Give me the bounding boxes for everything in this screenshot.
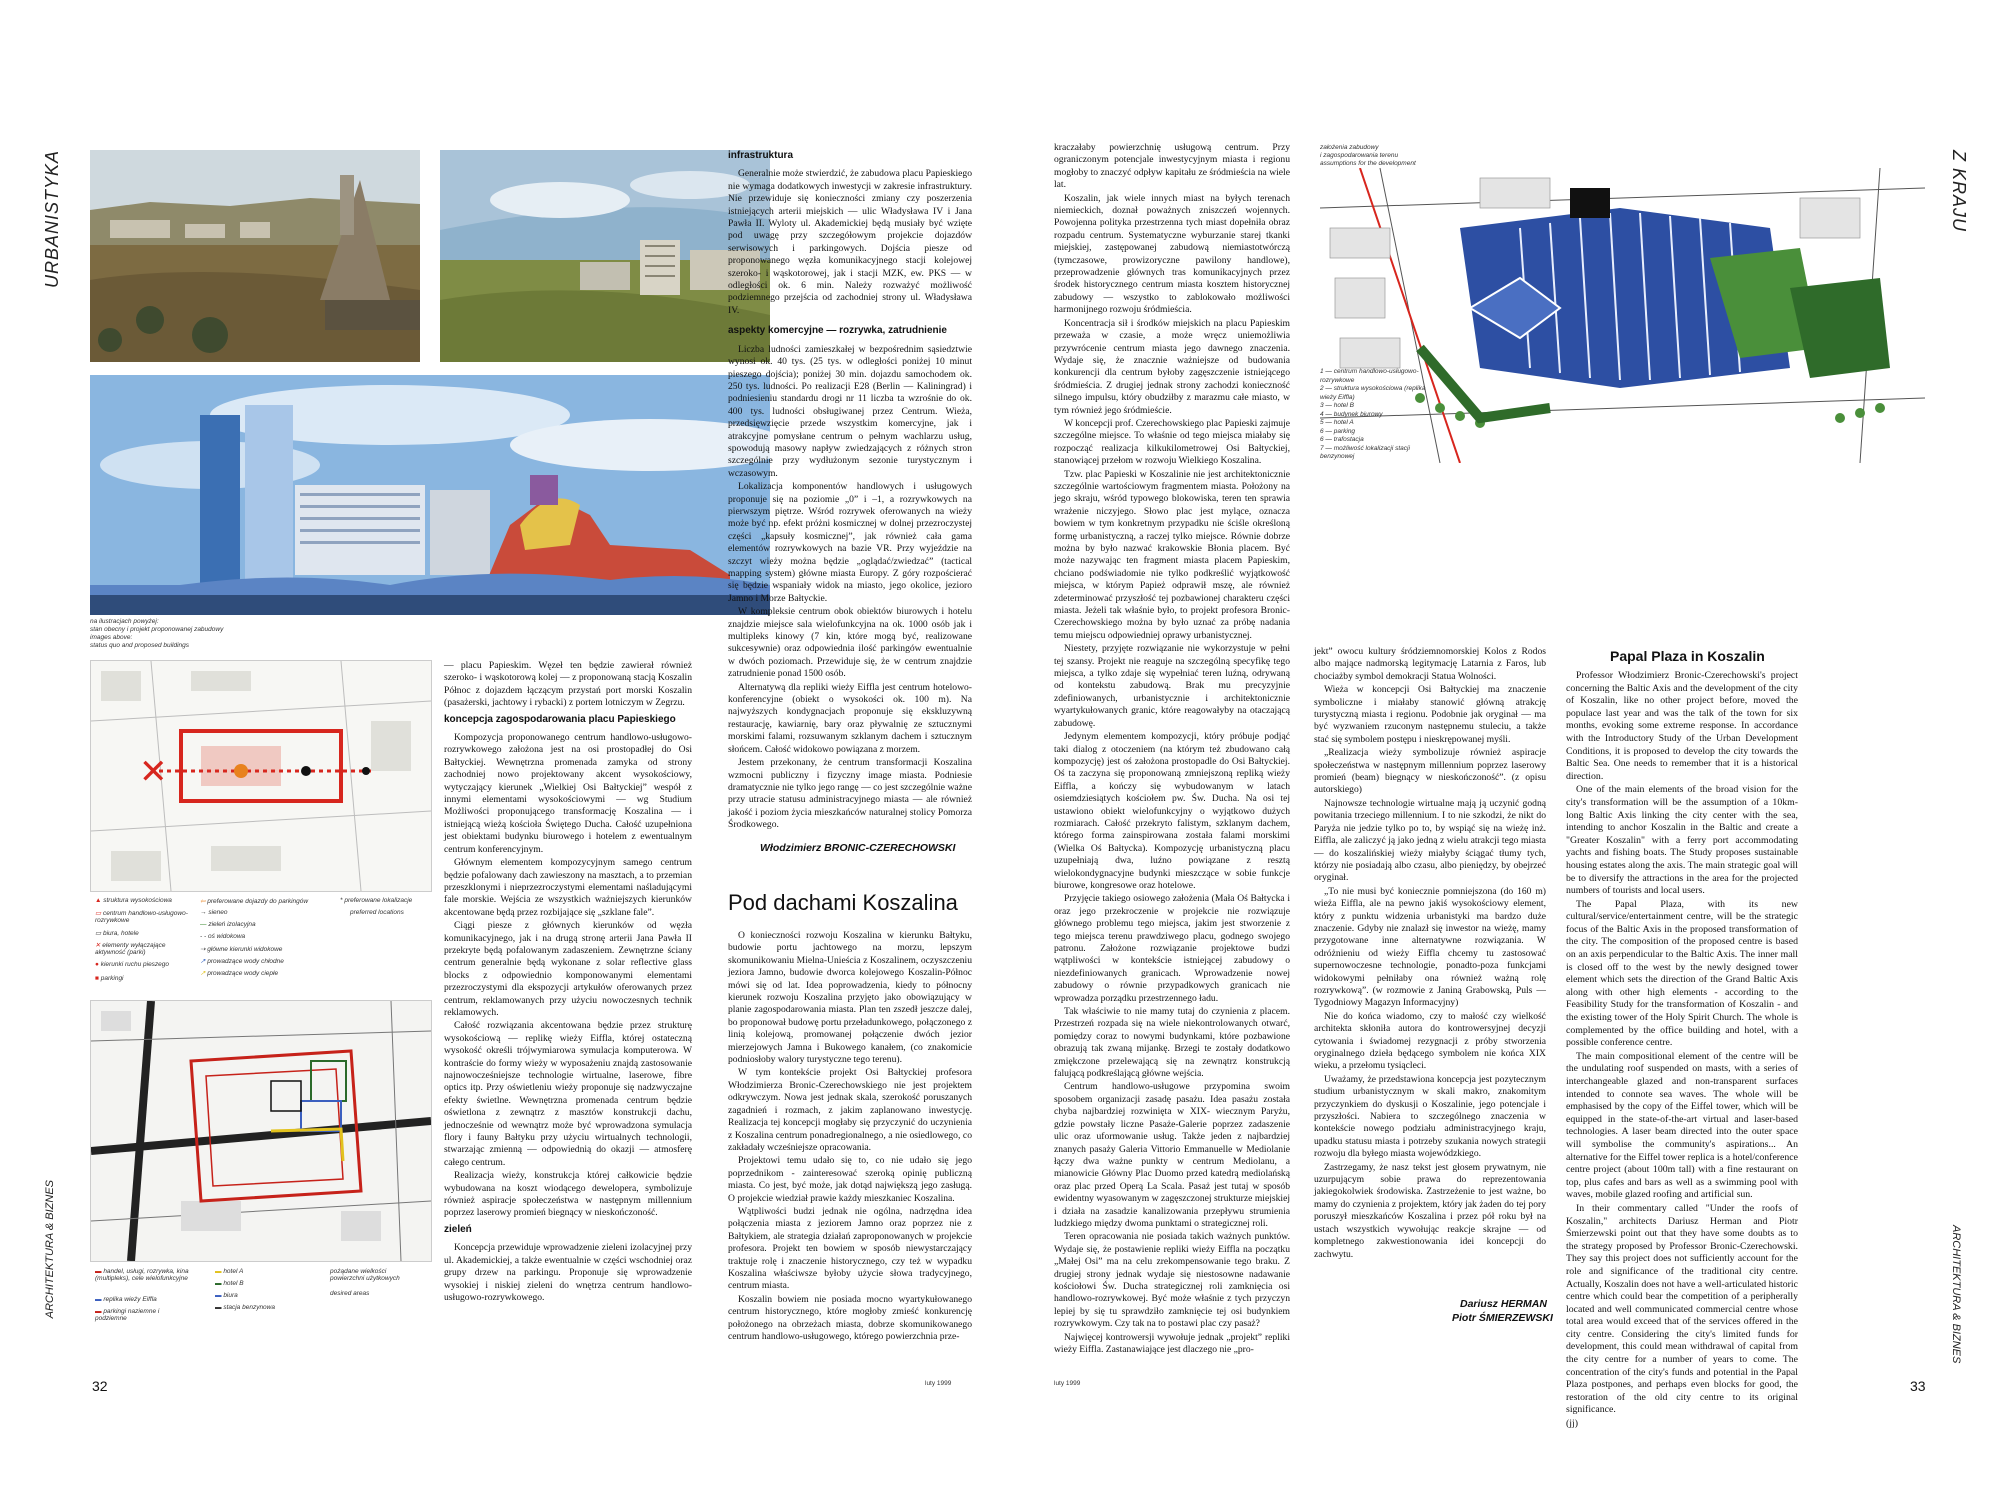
legend-item: ▬ parkingi naziemne i podziemne <box>95 1308 160 1322</box>
legend-item: - - oś widokowa <box>200 933 246 940</box>
legend-item: ▲ struktura wysokościowa <box>95 897 172 904</box>
paragraph: Professor Włodzimierz Bronic-Czerechowski's project concerning the Baltic Axis and the development of the city of Koszalin, like no other project before, moved the populace last year and was the talk of the town for six months, evoking some extreme response. In accordance with the Introductory Study of the Urban Development Conditions, it is proposed to develop the city towards the Baltic Sea. One needs to remember that it is a historical direction. <box>1566 670 1798 782</box>
legend-item: ▭ centrum handlowo-usługowo-rozrywkowe <box>95 910 188 924</box>
paragraph: (jj) <box>1566 1418 1578 1430</box>
paragraph: Najnowsze technologie wirtualne mają ją uczynić godną powitania trzeciego millennium. I to nie szkodzi, że nikt do Paryża nie jedzie tylko po to, by wspiąć się na wieżę inż. Eiffla, ale zaliczyć ją jako jedną z wielu atrakcji tego miasta — do koszalińskiej wieży miałyby ściągać tłumy tych, którzy nie posiadają albo czasu, albo pieniędzy, by obejrzeć oryginał. <box>1314 797 1546 884</box>
legend-item: ● kierunki ruchu pieszego <box>95 961 170 968</box>
plan-caption: założenia zabudowy i zagospodarowania terenu assumptions for the development <box>1320 144 1416 167</box>
legend-item: * preferowane lokalizacje <box>340 897 413 904</box>
legend-item: pożądane wielkości powierzchni użytkowych <box>330 1268 400 1282</box>
paragraph: Jedynym elementem kompozycji, który próbuje podjąć taki dialog z otoczeniem (na którym też zbudowano całą kompozycję) jest oś założona prostopadle do Osi Bałtyckiej. Oś ta zaczyna się proponowaną zmniejszoną repliką wieży Eiffla, a kończy się wybudowanym w latach osiemdziesiątych kościołem pw. Św. Ducha. Na osi tej ustawiono obiekt wielofunkcyjny o wyjątkowo dużych rozmiarach. Całość przekryto falistym, szklanym dachem, którego forma zainspirowana została falami morskimi (Wielka Oś Bałtycka). Kompozycję urbanistyczną placu uzupełniają dwa, luźno powiązane z resztą wielokondygnacyjne budynki mieszczące w sobie funkcje biurowe, kongresowe oraz hotelowe. <box>1054 731 1290 891</box>
section-heading: koncepcja zagospodarowania placu Papieskiego <box>444 713 676 725</box>
paragraph: Tak właściwie to nie mamy tutaj do czynienia z placem. Przestrzeń rozpada się na wiele niekontrolowanych otwarć, pomiędzy coraz to nowymi budynkami, które pozbawione obrazują tak zwaną mijankę. Brzegi te zostały dodatkowo zmiękczone przelewającą się na zewnątrz konstrukcją falującą podkreślającą główne wejścia. <box>1054 1006 1290 1080</box>
paragraph: Koszalin, jak wiele innych miast na byłych terenach niemieckich, doznał poważnych zniszczeń wojennych. Powojenna polityka przestrzenna tych miast dopełniła obraz rozpadu centrum. Systematyczne wyburzanie starej tkanki miejskiej, zastępowanej zabudową niemiastotwórczą (tymczasowe, prowizoryczne pawilony handlowe), przeprowadzenie głównych tras komunikacyjnych przez środek historycznego centrum miasta kosztem historycznej zabudowy — wszystko to zablokowało możliwości harmonijnego rozwoju śródmieścia. <box>1054 192 1290 316</box>
legend-item: 4 — budynek biurowy <box>1320 410 1383 418</box>
legend-item: — zieleń izolacyjna <box>200 921 256 928</box>
legend-item: ▬ handel, usługi, rozrywka, kina (multipleks), cele wielofunkcyjne <box>95 1268 189 1282</box>
legend-item: 5 — hotel A <box>1320 419 1354 426</box>
author-signature: Włodzimierz BRONIC-CZERECHOWSKI <box>760 842 956 854</box>
section-heading: zieleń <box>444 1223 472 1235</box>
paragraph: Całość rozwiązania akcentowana będzie przez strukturę wysokościową — replikę wieży Eiffla, której ostateczną wysokość określi trójwymiarowa symulacja komputerowa. W kontraście do formy wieży w wyposażeniu znajdą zastosowanie najnowocześniejsze technologie wirtualne, laserowe, fibre optics itp. Przy oświetleniu wieży proponuje się nadzwyczajne efekty świetlne. Wewnętrzna promenada centrum będzie oświetlona z zewnątrz z masztów konstrukcji dachu, jednocześnie od wewnątrz może być wprowadzona symulacja flory i fauny Bałtyku przy użyciu wirtualnych technologii, stwarzając zmienną — odpowiednią do okazji — atmosferę całego centrum. <box>444 1020 692 1168</box>
paragraph: In their commentary called "Under the roofs of Koszalin," architects Dariusz Herman and Piotr Śmierzewski point out that they have some doubts as to the strategy proposed by Professor Bronic-Czerechowski. They say this project does not sufficiently account for the role and significance of the traditional city centre. Actually, Koszalin does not have a well-articulated historic centre which could bear the competition of a peripherally located and well communicated commercial centre whose total area would exceed that of the services offered in the city centre. Considering the city's limited funds for development, this could mean withdrawal of capital from the city centre for a number of years to come. The concentration of the city's funds and potential in the Papal Plaza postpones, and perhaps even blocks for good, the restoration of the old city centre to its original significance. <box>1566 1202 1798 1416</box>
legend-item: ↗ prowadzące wody chłodne <box>200 958 284 965</box>
paragraph: — placu Papieskim. Węzeł ten będzie zawierał również szeroko- i wąskotorową kolej — z proponowaną stacją Koszalin Północ z dojazdem łączącym przystań port morski Koszalin (pasażerski, jachtowy i rybacki) z portem lotniczym w Zegrzu. <box>444 660 692 709</box>
article-column-b <box>728 150 972 833</box>
paragraph: Kompozycja proponowanego centrum handlowo-usługowo-rozrywkowego założona jest na osi prostopadłej do Osi Bałtyckiej. Wewnętrzna promenada zamyka od strony zachodniej nowo projektowany akcent wysokościowy, wytyczający kierunek „Wielkiej Osi Bałtyckiej” wespół z innymi elementami wysokościowymi — wg Studium Możliwości proponującego transformację Koszalina — i istniejącą wieżą kościoła Świętego Ducha. Całość uzupełniona jest obiektami budynku biurowego i hotelem z ewentualnym centrum konferencyjnym. <box>444 732 692 855</box>
legend-item: 7 — możliwość lokalizacji stacji benzynowej <box>1320 444 1410 460</box>
section-label-left: URBANISTYKA <box>42 150 62 289</box>
paragraph: Koszalin bowiem nie posiada mocno wyartykułowanego centrum historycznego, które mogłoby zmieść konkurencję położonego na obrzeżach miasta, dobrze skomunikowanego centrum handlowo-usługowego, którego powierzchnia prze- <box>728 1293 972 1342</box>
paragraph: The main compositional element of the centre will be the undulating roof suspended on masts, with a series of interchangeable glazed and non-transparent surfaces intended to connote sea waves. The whole will be emphasised by the copy of the Eiffel tower, which will be equipped in the state-of-the-art virtual and laser-based technologies. A laser beam directed into the outer space will symbolise the community's aspirations... An alternative for the Eiffel tower replica is a hotel/conference centre project (about 100m tall) with a fine restaurant on top, plus cafes and bars as well as a swimming pool with waves, mobile glazed roofing and artificial sun. <box>1566 1050 1798 1201</box>
paragraph: O konieczności rozwoju Koszalina w kierunku Bałtyku, budowie portu jachtowego na morzu, lepszym skomunikowaniu Mielna-Unieścia z Koszalinem, oczyszczeniu jeziora Jamno, budowie dworca kolejowego Koszalin-Północ mówi się od lat. Idea poprowadzenia, kiedy to północny kierunek rozwoju Koszalina przyjęto jako obowiązujący w planie zagospodarowania miasta. Plan ten zszedł jeszcze dalej, bo proponował budowę portu przeładunkowego, połączonego z linią kolejową, promowanej połączenie dwóch jezior mierzejowych Jamna i Bukowego kanałem, (co znakomicie podniosłoby walory turystyczne tego terenu). <box>728 930 972 1066</box>
article-column-b-continued <box>728 930 972 1344</box>
paragraph: Zastrzegamy, że nasz tekst jest głosem prywatnym, nie uzurpującym sobie prawa do reprezentowania jakiegokolwiek środowiska. Zastrzeżenie to jest ważne, bo mamy do czynienia z projektem, który jak żaden do tej pory poruszył mieszkańców Koszalina i przez pół roku był na ustach wszystkich wywołując reakcje skrajne — od kompletnego zakwestionowania idei koncepcji do zachwytu. <box>1314 1161 1546 1260</box>
legend-item: 1 — centrum handlowo-usługowo-rozrywkowe <box>1320 368 1419 384</box>
legend-item: ■ parkingi <box>95 975 124 982</box>
paragraph: Jestem przekonany, że centrum transformacji Koszalina wzmocni publiczny i fizyczny image miasta. Podniesie dramatycznie nie tylko jego rangę — co jest szczególnie ważne przy utracie statusu administracyjnego miasta — ale również jakość i poziom życia mieszkańców naturalnej stolicy Pomorza Środkowego. <box>728 757 972 831</box>
issue-date-left: luty 1999 <box>925 1380 952 1387</box>
paragraph: The Papal Plaza, with its new cultural/service/entertainment centre, will be the strategic focus of the Baltic Axis in the proposed transformation of the city. The composition of the proposed centre is based on an axis perpendicular to the Baltic Axis. The inner mall is closed off to the west by the newly designed tower element which sets the direction of the Grand Baltic Axis along with other high elements - according to the Feasibility Study for the transformation of Koszalin - and the existing tower of the Holy Spirit Church. The whole is complemented by the office building and hotel, with a possible conference centre. <box>1566 898 1798 1049</box>
section-heading: aspekty komercyjne — rozrywka, zatrudnienie <box>728 325 947 337</box>
legend-item: ▬ stacja benzynowa <box>215 1304 275 1311</box>
footer-label-right: ARCHITEKTURA & BIZNES <box>1950 1225 1962 1364</box>
paragraph: One of the main elements of the broad vision for the city's transformation will be the assumption of a 10km-long Baltic Axis linking the city center with the sea, intending to anchor Koszalin in the Baltic and create a "Greater Koszalin" with a ferry port accommodating yachts and fishing boats. The Study proposes sustainable housing estates along the axis. The main strategic goal will be to diversify the attractions in the area for the projected numbers of tourists and local users. <box>1566 784 1798 897</box>
photo-landscape-church <box>90 150 420 362</box>
photo-caption: na ilustracjach powyżej: stan obecny i projekt proponowanej zabudowy images above: status quo and proposed buildings <box>90 618 224 649</box>
legend-item: ↗ prowadzące wody ciepłe <box>200 970 279 977</box>
paragraph: Uważamy, że przedstawiona koncepcja jest pozytecznym studium urbanistycznym w skali makro, znakomitym przyczynkiem do dyskusji o Koszalinie, jego potencjale i przyszłości. Nabiera to szczególnego znaczenia w kontekście nowego podziału administracyjnego kraju, upadku statusu miasta i potrzeby szukania nowych strategii rozwoju dla byłego miasta wojewódzkiego. <box>1314 1073 1546 1160</box>
paragraph: Wątpliwości budzi jednak nie ogólna, nadrzędna idea połączenia miasta z jeziorem Jamno oraz poprzez nie z Bałtykiem, ale strategia działań zaproponowanych w projekcie profesora. Projekt ten bowiem w sposób niewystarczający traktuje rolę i znaczenie historycznego, czy też w wypadku Koszalina właściwsze byłoby użycie słowa tradycyjnego, centrum miasta. <box>728 1205 972 1292</box>
paragraph: kraczałaby powierzchnię usługową centrum. Przy ograniczonym potencjale inwestycyjnym miasta i regionu mogłoby to znaczyć odpływ kapitału ze śródmieścia na wiele lat. <box>1054 142 1290 191</box>
article-column-c <box>1054 142 1290 1357</box>
page-number-right: 33 <box>1910 1378 1926 1394</box>
right-page <box>1000 0 2000 1500</box>
photo-project-rendering <box>90 375 770 615</box>
footer-label-left: ARCHITEKTURA & BIZNES <box>44 1180 56 1319</box>
paragraph: Liczba ludności zamieszkałej w bezpośrednim sąsiedztwie wynosi ok. 40 tys. (25 tys. w odległości poniżej 10 minut pieszego dojścia); poniżej 30 min. dojazdu samochodem ok. 250 tys. ludności. Po realizacji E28 (Berlin — Kaliningrad) i podniesieniu standardu drogi nr 11 liczba ta wzrośnie do ok. 400 tys. ludności obsługiwanej przez Centrum. Wieża, przedsięwzięcie przede wszystkim komercyjne, jak i atrakcyjne pomysłane centrum o pełnym wachlarzu usług, spowodują masowy napływ zwiedzających z różnych stron szczególnie przy wydłużonym sezonie turystycznym i wczasowym. <box>728 343 972 479</box>
page-number-left: 32 <box>92 1378 108 1394</box>
article-column-a <box>444 660 692 1305</box>
paragraph: „Realizacja wieży symbolizuje również aspiracje społeczeństwa w następnym millennium poprzez laserowy promień (beam) biegnący w nieskończoność”. (z opisu autorskiego) <box>1314 747 1546 796</box>
paragraph: Tzw. plac Papieski w Koszalinie nie jest architektonicznie szczególnie wartościowym fragmentem miasta. Położony na jego skraju, wśród typowego blokowiska, teren ten sprawia wrażenie niczyjego. Słowo plac jest mylące, oznacza bowiem w tym konkretnym przypadku nie ściśle określoną formę urbanistyczną, a raczej tylko miejsce. Równie dobrze można by było nazwać krakowskie Błonia placem. Być może nazywając ten fragment miasta placem Papieskim, chciano podświadomie nie tylko podkreślić wyjątkowość miejsca, w którym Papież odprawił mszę, ale również zdeterminować przyszłość tej pozbawionej charakteru części miasta. Jeżeli tak właśnie było, to projekt profesora Bronic-Czerechowskiego można by było uznać za próbę nadania temu miejscu odpowiedniej oprawy urbanistycznej. <box>1054 468 1290 641</box>
issue-date-right: luty 1999 <box>1054 1380 1081 1387</box>
legend-item: ⇢ główne kierunki widokowe <box>200 946 283 953</box>
legend-item: 3 — hotel B <box>1320 402 1354 409</box>
legend-item: ⇦ preferowane dojazdy do parkingów <box>200 898 309 905</box>
english-summary <box>1566 670 1798 1432</box>
paragraph: Teren opracowania nie posiada takich ważnych punktów. Wydaje się, że postawienie repliki wieży Eiffla na początku „Małej Osi” ma na celu zrekompensowanie tego braku. Z drugiej strony jednak wydaje się niestosowne nadawanie kościołowi Św. Ducha strategicznej roli zamknięcia osi handlowo-rozrywkowej. Być może właśnie z tych przyczyn lepiej by się tu sprawdziło zamknięcie tej osi budynkiem rozrywkowym. Czy tak na to postawi plac czy pasaż? <box>1054 1231 1290 1330</box>
legend-item: 6 — parking <box>1320 427 1356 435</box>
legend-item: ▭ biura, hotele <box>95 930 139 937</box>
legend-item: ▬ hotel B <box>215 1280 244 1287</box>
paragraph: Generalnie może stwierdzić, że zabudowa placu Papieskiego nie wymaga dodatkowych inwestycji w zakresie infrastruktury. Nie przewiduje się konieczności zmiany czy poszerzenia istniejących arterii miejskich — ulic Władysława IV i Jana Pawła II. Wyloty ul. Akademickiej będą musiały być wzięte pod uwagę przy szczegółowym projekcie dojazdów serwisowych i parkingowych. Dojścia piesze od proponowanego węzła komunikacyjnego stacji kolejowej szeroko- i wąskotorowej, jak i stacji MZK, ew. PKS — w odległości ok. 6 min. Należy rozważyć możliwość podziemnego przejścia od zachodniej strony ul. Władysława IV. <box>728 168 972 316</box>
legend-item: ▬ replika wieży Eiffla <box>95 1296 157 1303</box>
english-summary-title: Papal Plaza in Koszalin <box>1610 648 1765 664</box>
map-concept-plan <box>90 660 432 892</box>
paragraph: Wieża w koncepcji Osi Bałtyckiej ma znaczenie symboliczne i miałaby stanowić główną atrakcję turystyczną miasta i regionu. Podobnie jak oryginał — ma być wyzwaniem rzuconym następnemu stuleciu, a także stać się symbolem postępu i nieskrępowanej myśli. <box>1314 684 1546 745</box>
photo-housing-blocks <box>440 150 770 362</box>
paragraph: W kompleksie centrum obok obiektów biurowych i hotelu znajdzie miejsce sala wielofunkcyjna na ok. 1000 osób jak i multipleks kinowy (7 kin, które mogą być, realizowane sukcesywnie) oraz odpowiednia ilość parkingów ewentualnie w dwóch poziomach. Przewiduje się, że w centrum znajdzie zatrudnienie ponad 1500 osób. <box>728 606 972 680</box>
paragraph: Alternatywą dla repliki wieży Eiffla jest centrum hotelowo-konferencyjne (obiekt o wysokości ok. 100 m). Na najwyższych kondygnacjach proponuje się ekskluzywną restaurację, kawiarnię, bary oraz pływalnię ze sztucznymi morskimi falami, rozsuwanym szklanym dachem i sztucznym słońcem. Całość widokowo powiązana z morzem. <box>728 681 972 755</box>
paragraph: Koncentracja sił i środków miejskich na placu Papieskim przeważa w czasie, a może wręcz uniemożliwia przywrócenie centrum miasta jego dawnego znaczenia. Wydaje się, że znacznie ważniejsze od budowania konkurencji dla centrum byłoby zagęszczenie istniejącego śródmieścia. Z drugiej jednak strony zachodzi konieczność silnego impulsu, który obudziłby z marazmu całe miasto, w tym również jego śródmieście. <box>1054 317 1290 416</box>
article-column-d <box>1314 646 1546 1262</box>
legend-item: ✕ elementy wyłączające aktywność (parki) <box>95 942 166 956</box>
paragraph: Niestety, przyjęte rozwiązanie nie wykorzystuje w pełni tej szansy. Projekt nie reaguje na szczególną specyfikę tego miejsca, a tylko zdaje się wypełniać teren luźną, odrywaną od kontekstu zabudową. Brak mu precyzyjnie zdefiniowanych, urbanistycznie i architektonicznie wyartykułowanych granic, które reagowałyby na otaczającą zabudowę. <box>1054 643 1290 729</box>
paragraph: Ciągi piesze z głównych kierunków od węzła komunikacyjnego, jak i na drugą stronę arterii Jana Pawła II przekryte będą pofalowanym zadaszeniem. Zewnętrzne ściany centrum generalnie będą wykonane z solar reflective glass blocks z odpowiednio komponowanymi elementami przezroczystymi dla ekspozycji artykułów oferowanych przez centrum, reklamowanych przy użyciu nowoczesnych technik reklamowych. <box>444 920 692 1018</box>
legend-item: 2 — struktura wysokościowa (replika wieży Eiffla) <box>1320 385 1426 401</box>
plan-legend <box>1320 368 1430 462</box>
paragraph: Nie do końca wiadomo, czy to małość czy wielkość architekta skłoniła autora do kontrowersyjnej decyzji cytowania i świadomej rezygnacji z próby stworzenia oryginalnego dzieła będącego symbolem nie końca XIX wieku, a przełomu tysiącleci. <box>1314 1010 1546 1072</box>
paragraph: Najwięcej kontrowersji wywołuje jednak „projekt” repliki wieży Eiffla. Zastanawiające jest dlaczego nie „pro- <box>1054 1331 1290 1355</box>
paragraph: Głównym elementem kompozycyjnym samego centrum będzie pofalowany dach zawieszony na masztach, a to przemian przeszklonymi i nieprzezroczystymi elementami naśladującymi fale morskie. Wejścia ze wszystkich ważniejszych kierunków akcentowane będą przez rozbijające się „szklane fale”. <box>444 857 692 918</box>
paragraph: Przyjęcie takiego osiowego założenia (Mała Oś Bałtycka i oraz jego przekroczenie w projekcie nie rozwiązuje głównego problemu tego miejsca, jakim jest stworzenie z tego miejsca terenu prawdziwego placu, godnego swojego patronu. Założone rozwiązanie projektowe budzi wątpliwości w kontekście istniejącej zabudowy o niezdefiniowanych granicach. Wprowadzenie nowej zabudowy o równie przypadkowych granicach nie wprowadza porządku przestrzennego ładu. <box>1054 893 1290 1004</box>
paragraph: jekt” owocu kultury śródziemnomorskiej Kolos z Rodos albo mające nadmorską legitymację Latarnia z Faros, lub chociażby symbol demokracji Statua Wolności. <box>1314 646 1546 682</box>
paragraph: W koncepcji prof. Czerechowskiego plac Papieski zajmuje szczególne miejsce. To właśnie od tego miejsca miałaby się rozpocząć realizacja kilkukilometrowej Osi Bałtyckiej, stanowiącej przełom w rozwoju Wielkiego Koszalina. <box>1054 417 1290 467</box>
legend-item: → sieneo <box>200 909 228 916</box>
article-headline: Pod dachami Koszalina <box>728 890 958 915</box>
paragraph: Realizacja wieży, konstrukcja której całkowicie będzie wybudowana na koszt wiodącego dewelopera, symbolizuje również aspiracje społeczeństwa w następnym millennium poprzez laserowy promień biegnący w nieskończoność. <box>444 1170 692 1219</box>
legend-item: desired areas <box>330 1290 370 1297</box>
paragraph: Centrum handlowo-usługowe przypomina swoim sposobem organizacji zasadę pasażu. Idea pasażu została chyba najbardziej rozwinięta w XIX- wiecznym Paryżu, gdzie powstały liczne Pasaże-Galerie poprzez zadaszenie ulic oraz uformowanie usług. Także jeden z najbardziej znanych pasaży Galeria Vittorio Emmanuelle w Mediolanie łączy dwa ważne punkty w centrum Mediolanu, a mianowicie Główny Plac Duomo przed katedrą mediolańską oraz plac przed Operą La Scala. Pasaż jest tutaj w sposób ewidentny wyasowanym w zagęszczonej strukturze miejskiej i działa na zasadzie kanalizowania przepływu strumienia ludzkiego między dwoma punktami o strategicznej roli. <box>1054 1081 1290 1229</box>
legend-item: preferred locations <box>350 909 404 916</box>
paragraph: W tym kontekście projekt Osi Bałtyckiej profesora Włodzimierza Bronic-Czerechowskiego nie jest projektem odkrywczym. Nowa jest jednak skala, szerokość poruszanych zagadnień i rozmach, z jakim zaplanowano inwestycję. Realizacja tej koncepcji mogłaby się przyczynić do uczynienia z Koszalina centrum ponadregionalnego, a nie osiedlowego, co zakładały wcześniejsze opracowania. <box>728 1067 972 1153</box>
author-signature-1: Dariusz HERMAN <box>1460 1298 1547 1310</box>
svg-text:✕: ✕ <box>139 752 168 792</box>
legend-item: ▬ hotel A <box>215 1268 244 1275</box>
section-label-right: Z KRAJU <box>1949 150 1969 233</box>
paragraph: Projektowi temu udało się to, co nie udało się jego poprzednikom - zainteresować szeroką opinię publiczną miasta. Co jest, być może, jak dotąd największą jego zasługą. O projekcie wiedział prawie każdy mieszkaniec Koszalina. <box>728 1155 972 1204</box>
legend-item: ▬ biura <box>215 1292 238 1299</box>
paragraph: Lokalizacja komponentów handlowych i usługowych proponuje się na poziomie „0” i –1, a rozrywkowych na pierwszym piętrze. Wśród rozrywek oferowanych na wieży może być np. efekt próżni kosmicznej w dolnej przezroczystej części „kapsuły kosmicznej”, jak również cała gama elementów rozrywkowych na bazie VR. Przy wyjeździe na szczyt wieży można będzie „oglądać/zwiedzać” (tactical mapping system) główne miasta Europy. Z góry rozpościerać się będzie wspaniały widok na miasto, jego okolice, jezioro Jamno i Morze Bałtyckie. <box>728 481 972 604</box>
author-signature-2: Piotr ŚMIERZEWSKI <box>1452 1312 1553 1324</box>
map-site-plan <box>90 1000 432 1262</box>
paragraph: Koncepcja przewiduje wprowadzenie zieleni izolacyjnej przy ul. Akademickiej, a także ewentualnie w części wschodniej oraz grupy drzew na parkingu. Proponuje się wprowadzenie wysokiej i niskiej zieleni do wnętrza centrum handlowo-usługowo-rozrywkowego. <box>444 1242 692 1303</box>
legend-item: 6 — trafostacja <box>1320 436 1364 443</box>
paragraph: „To nie musi być koniecznie pomniejszona (do 160 m) wieża Eiffla, ale na pewno jakiś wysokościowy element, który z punktu widzenia urbanistyki ma bardzo duże znaczenie. Gdyby nie znalazł się inwestor na wieżę, mamy przygotowane inne alternatywne rozwiązania. W odróżnieniu od wieży Eiffla chcemy tu zastosować supernowoczesne technologie, ponadto-poza funkcjami widokowymi pełniłaby ona również ważną rolę rozrywkową”. (w rozmowie z Janiną Grabowską, Puls — Tygodniowy Magazyn Informacyjny) <box>1314 885 1546 1009</box>
section-heading: infrastruktura <box>728 150 794 161</box>
